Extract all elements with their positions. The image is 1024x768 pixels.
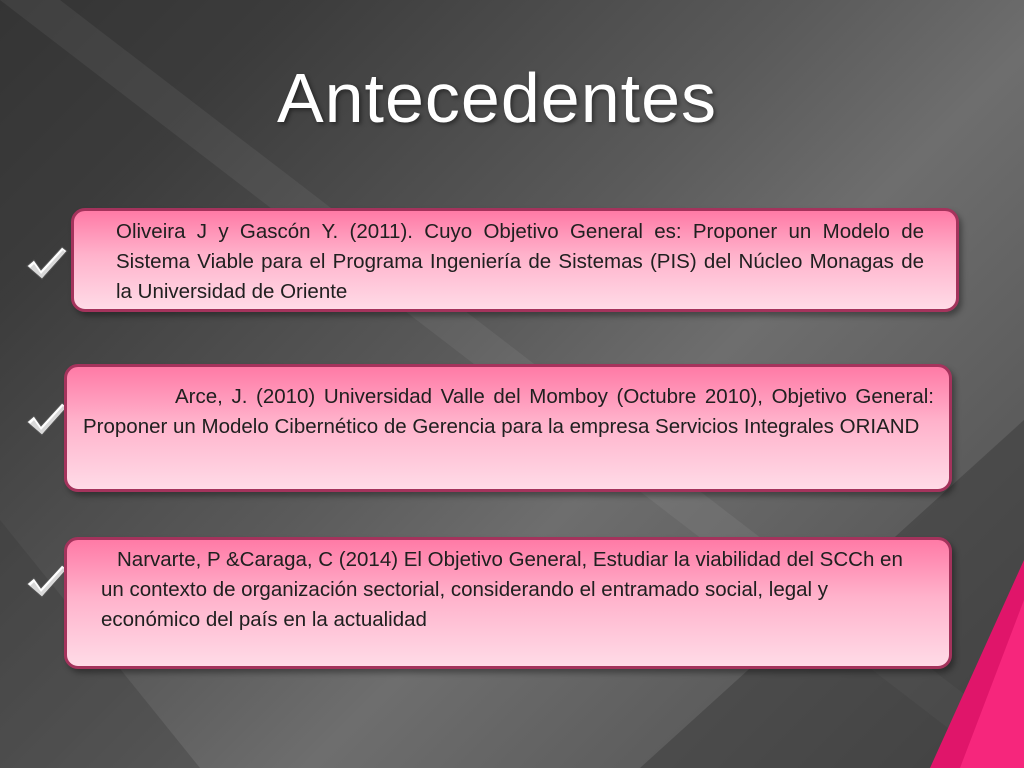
checkmark-icon [24, 562, 68, 600]
slide-title: Antecedentes [276, 59, 718, 137]
reference-card-2 [64, 364, 952, 492]
reference-card-1 [71, 208, 959, 312]
reference-text-3: Narvarte, P &Caraga, C (2014) El Objetivo General, Estudiar la viabilidad del SCCh en un contexto de organización sectorial, considerando el entramado social, legal y económico del país en la actualidad [101, 548, 903, 631]
reference-card-3 [64, 537, 952, 669]
reference-text-1: Oliveira J y Gascón Y. (2011). Cuyo Objetivo General es: Proponer un Modelo de Sistema Viable para el Programa Ingeniería de Sistemas (PIS) del Núcleo Monagas de la Universidad de Oriente [116, 220, 924, 303]
checkmark-icon [24, 244, 68, 282]
reference-text-2: Arce, J. (2010) Universidad Valle del Momboy (Octubre 2010), Objetivo General: Proponer un Modelo Cibernético de Gerencia para la empresa Servicios Integrales ORIAND [83, 385, 934, 438]
checkmark-icon [24, 400, 68, 438]
